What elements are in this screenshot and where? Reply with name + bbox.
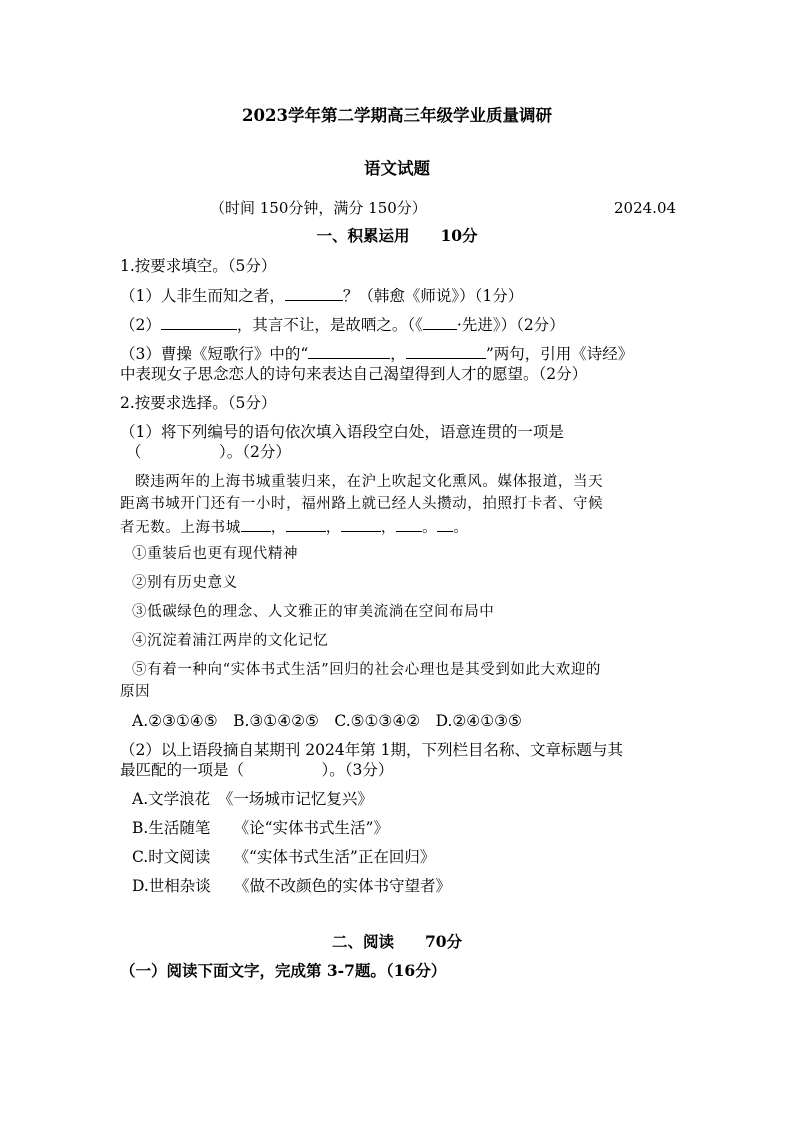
answer-blank[interactable]	[406, 343, 486, 359]
passage-line: 者无数。上海书城 ， ， ， 。 。	[120, 516, 468, 538]
answer-blank[interactable]	[285, 285, 343, 301]
section1-heading: 一、积累运用 10分	[316, 226, 478, 245]
sentence-option: ⑤有着一种向“实体书式生活”回归的社会心理也是其受到如此大欢迎的	[132, 662, 602, 678]
answer-blank[interactable]	[396, 516, 422, 532]
sentence-option: ①重装后也更有现代精神	[132, 546, 299, 562]
answer-blank[interactable]	[423, 314, 457, 330]
q2-part2: （2）以上语段摘自某期刊 2024年第 1期，下列栏目名称、文章标题与其	[120, 741, 624, 759]
answer-blank[interactable]	[241, 516, 271, 532]
sentence-option: ④沉淀着浦江两岸的文化记忆	[132, 633, 329, 649]
answer-choice-d[interactable]: D.世相杂谈 《做不改颜色的实体书守望者》	[132, 877, 452, 895]
subject-title: 语文试题	[364, 159, 430, 178]
answer-blank[interactable]	[308, 343, 390, 359]
answer-choice-b[interactable]: B.生活随笔 《论“实体书式生活”》	[132, 819, 389, 837]
q1-item2: （2） ，其言不让，是故哂之。（《 ·先进》）（2分）	[120, 316, 565, 334]
answer-blank[interactable]	[286, 516, 326, 532]
q2-part1: （1）将下列编号的语句依次填入语段空白处，语意连贯的一项是	[120, 423, 564, 441]
sentence-option: ②别有历史意义	[132, 575, 238, 591]
passage-line: 睽违两年的上海书城重装归来，在沪上吹起文化熏风。媒体报道，当天	[120, 474, 604, 490]
sentence-option-cont: 原因	[120, 684, 151, 700]
answer-choice-a[interactable]: A.文学浪花 《一场城市记忆复兴》	[132, 790, 373, 808]
q1-item3: （3）曹操《短歌行》中的“ ， ”两句，引用《诗经》	[120, 345, 634, 363]
q2-part1-cont: （ ）。（2分）	[126, 443, 291, 461]
sentence-option: ③低碳绿色的理念、人文雅正的审美流淌在空间布局中	[132, 604, 495, 620]
exam-title: 2023学年第二学期高三年级学业质量调研	[242, 106, 552, 125]
q1-stem: 1.按要求填空。（5分）	[120, 257, 277, 275]
q2-stem: 2.按要求选择。（5分）	[120, 394, 277, 412]
exam-date: 2024.04	[614, 199, 677, 217]
answer-choice-c[interactable]: C.时文阅读 《“实体书式生活”正在回归》	[132, 848, 436, 866]
answer-blank[interactable]	[437, 516, 453, 532]
section2-heading: 二、阅读 70分	[331, 932, 463, 951]
time-note: （时间 150分钟，满分 150分）	[210, 199, 427, 217]
q2-part2-cont: 最匹配的一项是（ ）。（3分）	[120, 761, 394, 779]
passage-line: 距离书城开门还有一小时，福州路上就已经人头攒动，拍照打卡者、守候	[120, 496, 604, 512]
q2-part1-choices[interactable]: A.②③①④⑤ B.③①④②⑤ C.⑤①③④② D.②④①③⑤	[132, 712, 522, 730]
section2-sub1: （一）阅读下面文字，完成第 3-7题。（16分）	[120, 961, 447, 980]
answer-blank[interactable]	[161, 314, 237, 330]
answer-blank[interactable]	[341, 516, 381, 532]
q1-item1: （1）人非生而知之者， ？（韩愈《师说》）（1分）	[120, 287, 524, 305]
q1-item3-cont: 中表现女子思念恋人的诗句来表达自己渴望得到人才的愿望。（2分）	[120, 365, 588, 383]
